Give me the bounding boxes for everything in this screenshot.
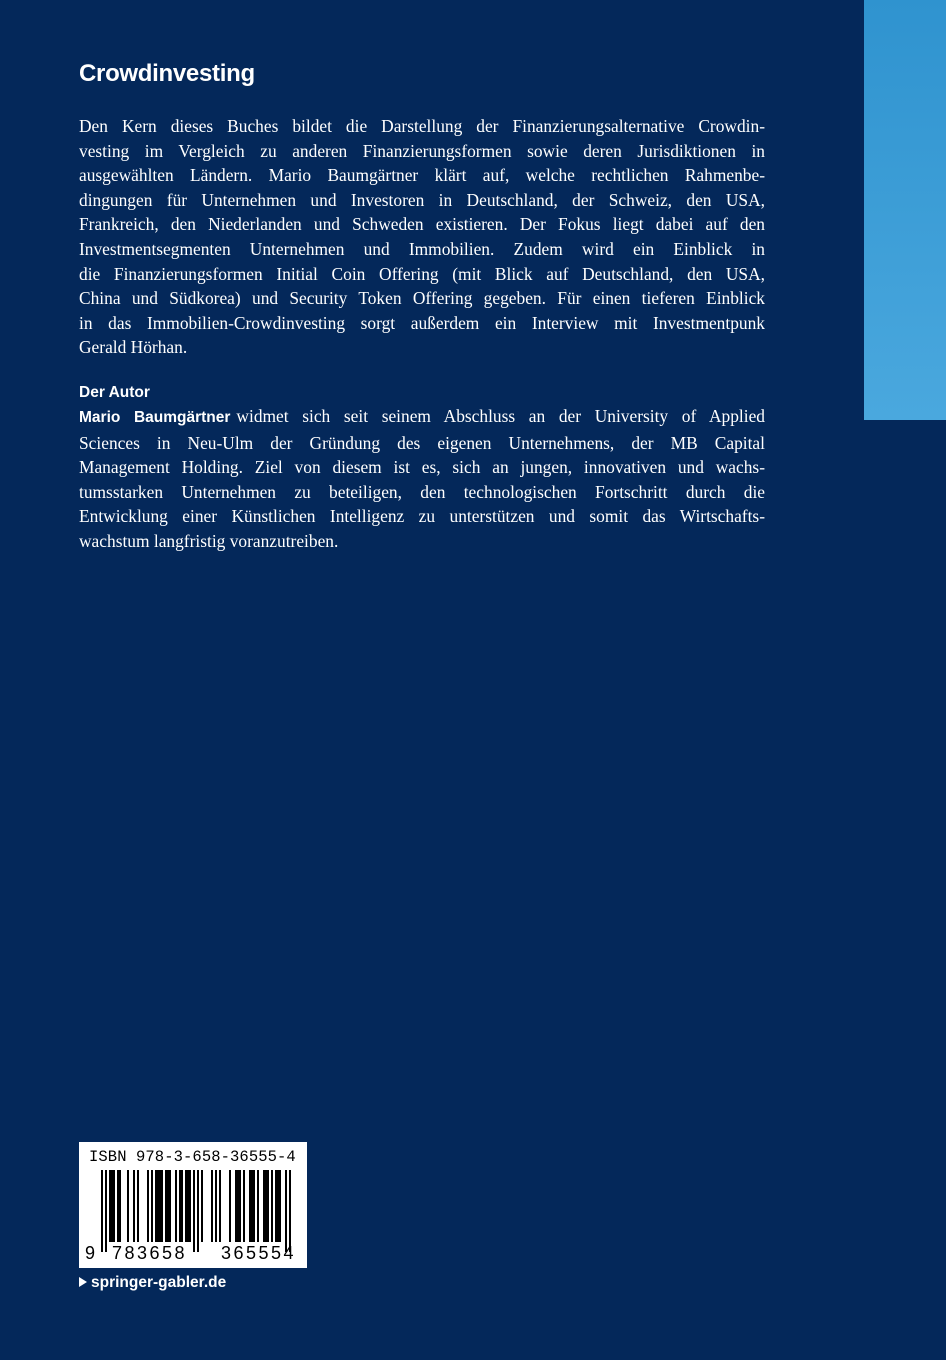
description-line: Investmentsegmenten Unternehmen und Immobilien. Zudem wird ein Einblick in [79,238,765,259]
description-line: ausgewählten Ländern. Mario Baumgärtner klärt auf, welche rechtlichen Rahmenbe- [79,165,765,186]
barcode-bar [161,1170,163,1242]
barcode-bar [175,1170,177,1242]
barcode-bar [279,1170,281,1242]
barcode-bar [169,1170,171,1242]
barcode-bar [117,1170,119,1242]
barcode-bar [187,1170,189,1242]
barcode-guard-bar [289,1170,291,1252]
barcode-bar [157,1170,159,1242]
author-bio-line: Management Holding. Ziel von diesem ist es, sich an jungen, innovativen und wachs- [79,457,765,478]
description-line: Gerald Hörhan. [79,337,188,358]
barcode-digits-left: 783658 [112,1243,188,1263]
description-line: China und Südkorea) und Security Token Offering gegeben. Für einen tieferen Einblick [79,288,765,309]
author-heading: Der Autor [79,383,150,401]
barcode-bar [147,1170,149,1242]
barcode-bar [267,1170,269,1242]
barcode-bar [189,1170,191,1242]
author-bio-line: wachstum langfristig voranzutreiben. [79,530,339,551]
barcode-digit-first: 9 [85,1243,96,1263]
back-cover-text [79,114,765,554]
barcode-bar [249,1170,251,1242]
description-line: die Finanzierungsformen Initial Coin Offering (mit Blick auf Deutschland, den USA, [79,263,765,284]
barcode-bar [275,1170,277,1242]
barcode-bar [219,1170,221,1242]
description-line: Frankreich, den Niederlanden und Schweden existieren. Der Fokus liegt dabei auf den [79,214,765,235]
barcode-bar [229,1170,231,1242]
barcode-bar [235,1170,237,1242]
barcode-bar [271,1170,273,1242]
description-line: dingungen für Unternehmen und Investoren in Deutschland, der Schweiz, den USA, [79,189,765,210]
barcode-bar [137,1170,139,1242]
barcode-guard-bar [105,1170,107,1252]
barcode-bar [111,1170,113,1242]
author-bio-line [79,404,765,431]
accent-color-bar [864,0,946,420]
barcode-bar [251,1170,253,1242]
barcode-bar [119,1170,121,1242]
barcode-bar [257,1170,259,1242]
barcode-bar [151,1170,153,1242]
barcode-bar [211,1170,213,1242]
barcode-bar [243,1170,245,1242]
barcode-bar [167,1170,169,1242]
barcode-bar [215,1170,217,1242]
barcode-bar [165,1170,167,1242]
barcode-bar [109,1170,111,1242]
triangle-right-icon [79,1277,87,1287]
description-line: in das Immobilien-Crowdinvesting sorgt außerdem ein Interview mit Investmentpunk [79,312,765,333]
description-line: Den Kern dieses Buches bildet die Darstellung der Finanzierungsalternative Crowdin- [79,116,765,136]
author-bio-line: tumsstarken Unternehmen zu beteiligen, den technologischen Fortschritt durch die [79,481,765,502]
barcode-bar [159,1170,161,1242]
author-bio [79,404,765,554]
barcode-digits-right: 365554 [221,1243,297,1263]
author-bio-line: Entwicklung einer Künstlichen Intelligenz zu unterstützen und somit das Wirtschafts- [79,506,765,527]
barcode-bar [155,1170,157,1242]
author-name: Mario Baumgärtner [79,408,231,426]
barcode-bar [181,1170,183,1242]
barcode-bar [133,1170,135,1242]
barcode-guard-bar [197,1170,199,1252]
barcode-guard-bar [193,1170,195,1252]
barcode-bar [127,1170,129,1242]
barcode-bar [185,1170,187,1242]
barcode-bar [263,1170,265,1242]
page-title: Crowdinvesting [79,60,255,87]
barcode-bar [201,1170,203,1242]
barcode-bar [239,1170,241,1242]
barcode-bar [253,1170,255,1242]
barcode-guard-bar [285,1170,287,1252]
barcode-bar [237,1170,239,1242]
description-line: vesting im Vergleich zu anderen Finanzierungsformen sowie deren Jurisdiktionen in [79,140,765,161]
publisher-url: springer-gabler.de [91,1274,227,1291]
isbn-barcode [79,1142,307,1268]
isbn-text: ISBN 978-3-658-36555-4 [89,1148,296,1166]
book-description [79,114,765,360]
barcode-bar [113,1170,115,1242]
author-bio-text: widmet sich seit seinem Abschluss an der University of Applied [236,405,765,426]
barcode-bar [277,1170,279,1242]
author-bio-line: Sciences in Neu-Ulm der Gründung des eigenen Unternehmens, der MB Capital [79,432,765,453]
barcode-bar [265,1170,267,1242]
publisher-link[interactable] [79,1272,226,1294]
barcode-guard-bar [101,1170,103,1252]
barcode-bar [179,1170,181,1242]
